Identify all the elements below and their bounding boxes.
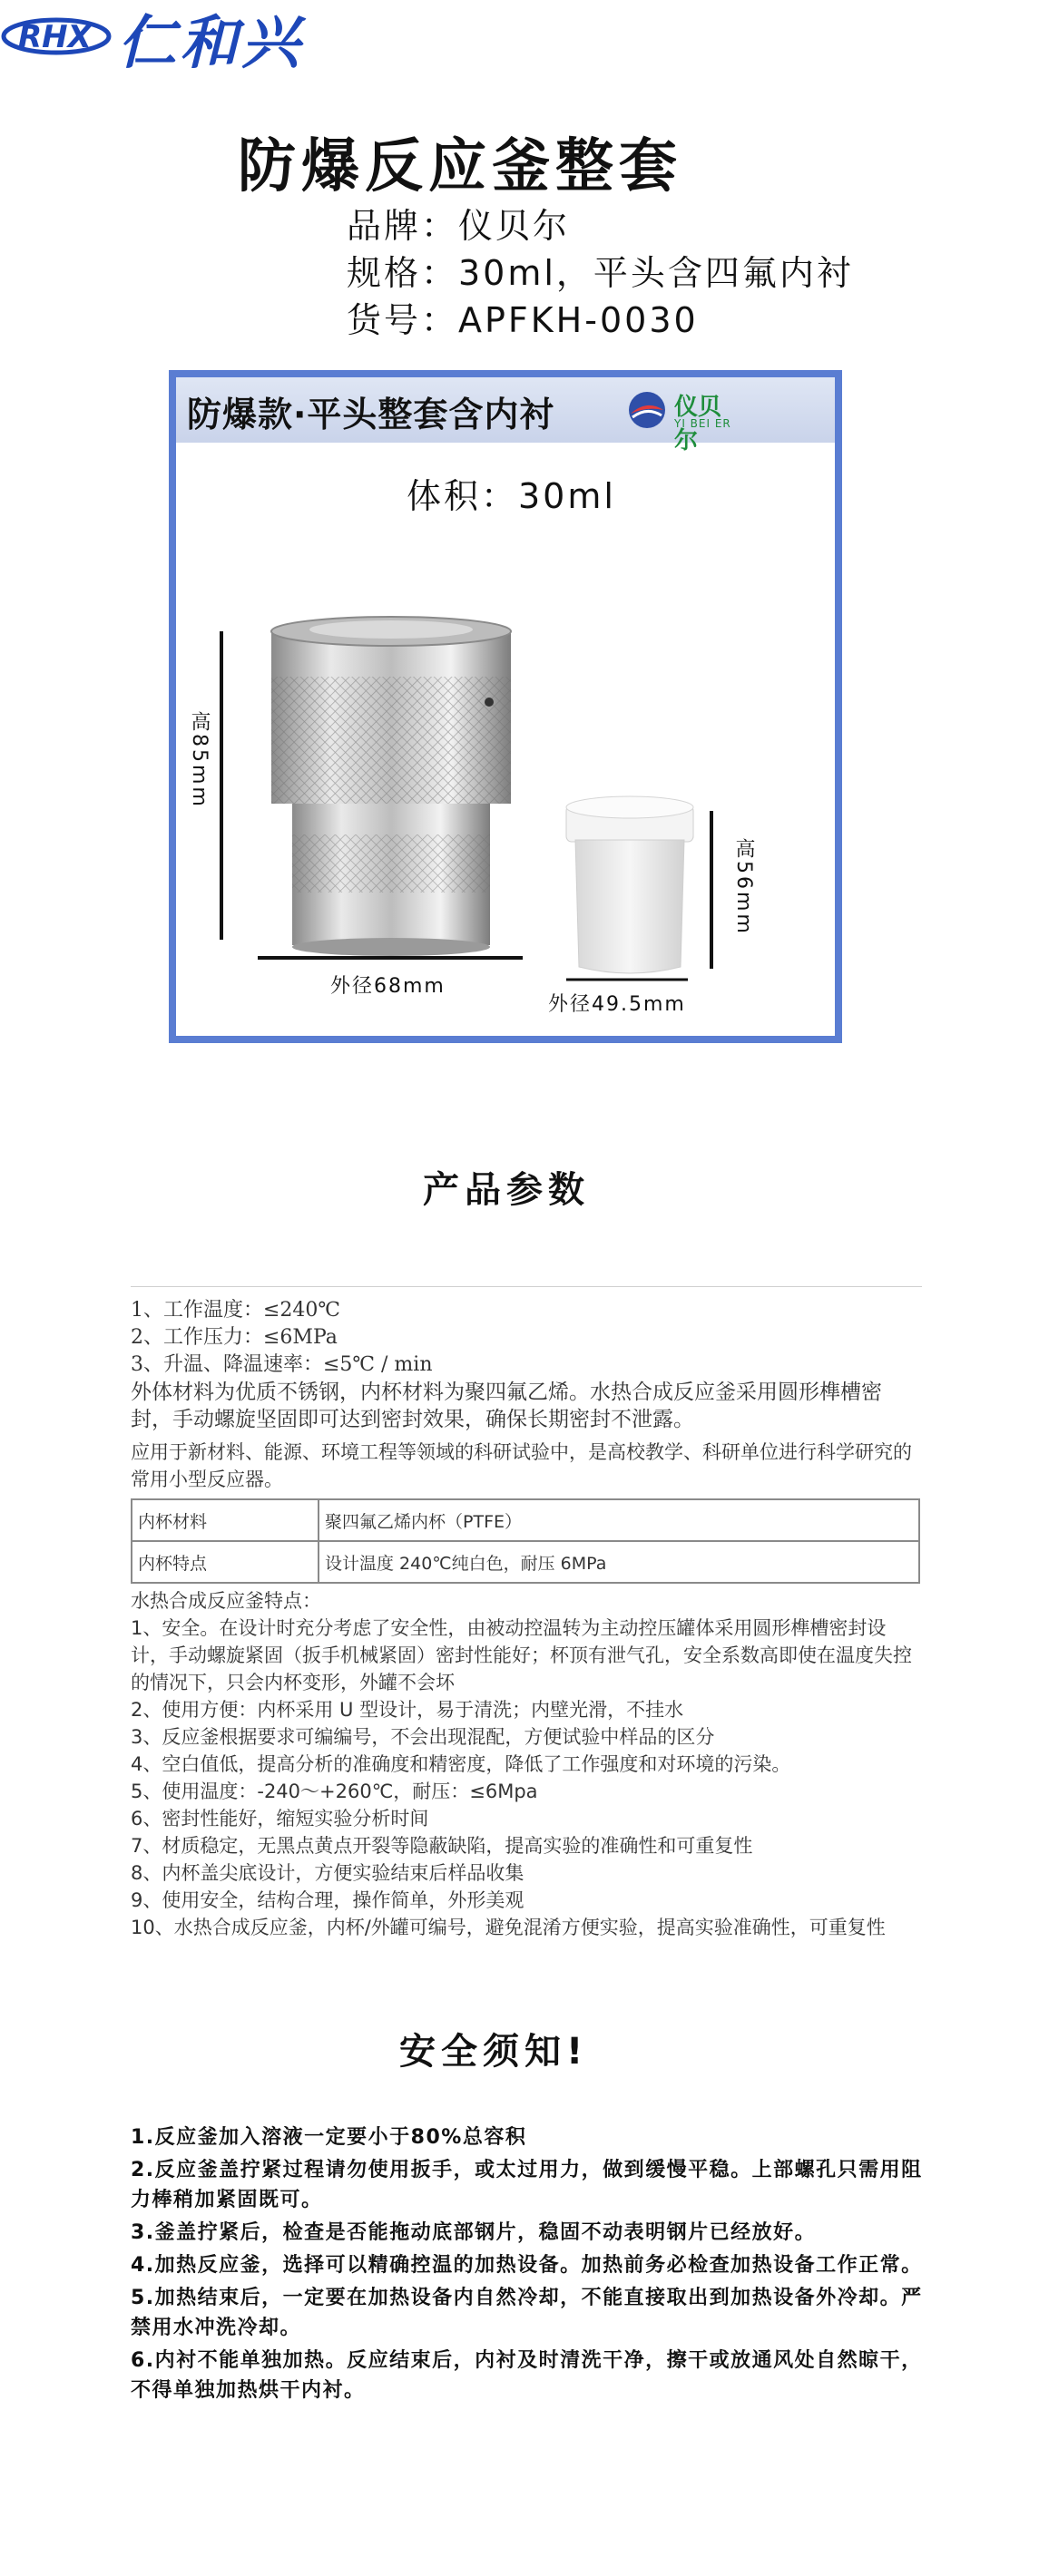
spec-code: 货号：APFKH-0030 (347, 300, 699, 340)
list-item: 3.釜盖拧紧后，检查是否能拖动底部钢片，稳固不动表明钢片已经放好。 (131, 2221, 817, 2244)
od-inner-label: 外径49.5mm (548, 993, 686, 1016)
ptfe-liner (566, 796, 693, 973)
table-key: 内杯材料 (132, 1499, 319, 1541)
banner-logo-en: YI BEI ER (674, 417, 731, 430)
param-line: 1、工作温度：≤240℃ (131, 1299, 341, 1322)
product-image (176, 377, 835, 1036)
params-application (131, 1439, 920, 1493)
divider (131, 1286, 922, 1287)
list-item: 4.加热反应釜，选择可以精确控温的加热设备。加热前务必检查加热设备工作正常。 (131, 2254, 923, 2277)
table-row (132, 1541, 919, 1583)
list-item: 10、水热合成反应釜，内杯/外罐可编号，避免混淆方便实验，提高实验准确性，可重复性 (131, 1917, 886, 1938)
description-text: 外体材料为优质不锈钢，内杯材料为聚四氟乙烯。水热合成反应釜采用圆形榫槽密封，手动螺旋坚固即可达到密封效果，确保长期密封不泄露。 (131, 1381, 882, 1431)
liner-table (131, 1498, 920, 1584)
application-text: 应用于新材料、能源、环境工程等领域的科研试验中，是高校教学、科研单位进行科学研究的常用小型反应器。 (131, 1441, 912, 1490)
volume-label: 体积：30ml (407, 476, 616, 516)
list-item: 3、反应釜根据要求可编编号，不会出现混配，方便试验中样品的区分 (131, 1726, 715, 1748)
safety-heading: 安全须知! (399, 2031, 589, 2073)
list-item: 1、安全。在设计时充分考虑了安全性，由被动控温转为主动控压罐体采用圆形榫槽密封设计，手动螺旋紧固（扳手机械紧固）密封性能好；杯顶有泄气孔，安全系数高即使在温度失控的情况下，只会内杯变形，外罐不会坏 (131, 1617, 912, 1693)
list-item: 8、内杯盖尖底设计，方便实验结束后样品收集 (131, 1862, 524, 1884)
spec-brand: 品牌：仪贝尔 (347, 206, 571, 246)
svg-text:RHX: RHX (18, 19, 92, 55)
page-title: 防爆反应釜整套 (238, 133, 682, 200)
brand-name: 仁和兴 (118, 10, 303, 77)
params-description (131, 1379, 920, 1433)
safety-list (131, 2122, 929, 2408)
list-item: 1.反应釜加入溶液一定要小于80%总容积 (131, 2126, 527, 2149)
list-item: 9、使用安全，结构合理，操作简单，外形美观 (131, 1889, 524, 1911)
brand-logo (0, 0, 363, 77)
list-item: 7、材质稳定，无黑点黄点开裂等隐蔽缺陷，提高实验的准确性和可重复性 (131, 1835, 753, 1857)
list-item: 4、空白值低，提高分析的准确度和精密度，降低了工作强度和对环境的污染。 (131, 1753, 791, 1775)
reactor-illustration (176, 377, 835, 1036)
features-title: 水热合成反应釜特点： (131, 1590, 321, 1612)
rhx-logo-icon (0, 0, 127, 73)
height-inner-label: 高56mm (732, 838, 755, 936)
height-outer-label: 高85mm (188, 711, 211, 809)
table-key: 内杯特点 (132, 1541, 319, 1583)
features-list (131, 1587, 922, 1941)
param-line: 2、工作压力：≤6MPa (131, 1326, 338, 1349)
od-outer-label: 外径68mm (330, 975, 446, 998)
list-item: 2.反应釜盖拧紧过程请勿使用扳手，或太过用力，做到缓慢平稳。上部螺孔只需用阻力棒稍加紧固既可。 (131, 2159, 923, 2211)
table-value: 设计温度 240℃纯白色，耐压 6MPa (319, 1541, 919, 1583)
list-item: 6.内衬不能单独加热。反应结束后，内衬及时清洗干净，擦干或放通风处自然晾干，不得单独加热烘干内衬。 (131, 2349, 923, 2402)
params-heading: 产品参数 (423, 1169, 590, 1211)
table-row (132, 1499, 919, 1541)
params-lines (131, 1297, 922, 1379)
list-item: 6、密封性能好，缩短实验分析时间 (131, 1808, 429, 1830)
spec-size: 规格：30ml，平头含四氟内衬 (347, 253, 854, 293)
outer-vessel (271, 617, 511, 956)
list-item: 5、使用温度：-240～+260℃，耐压：≤6Mpa (131, 1781, 538, 1802)
list-item: 5.加热结束后，一定要在加热设备内自然冷却，不能直接取出到加热设备外冷却。严禁用水冲洗冷却。 (131, 2287, 923, 2339)
param-line: 3、升温、降温速率：≤5℃ / min (131, 1353, 433, 1376)
product-image-panel (169, 370, 842, 1043)
list-item: 2、使用方便：内杯采用 U 型设计，易于清洗；内壁光滑，不挂水 (131, 1699, 684, 1721)
banner-title: 防爆款·平头整套含内衬 (187, 395, 555, 434)
table-value: 聚四氟乙烯内杯（PTFE） (319, 1499, 919, 1541)
banner-logo-cn: 仪贝尔 (674, 394, 722, 454)
